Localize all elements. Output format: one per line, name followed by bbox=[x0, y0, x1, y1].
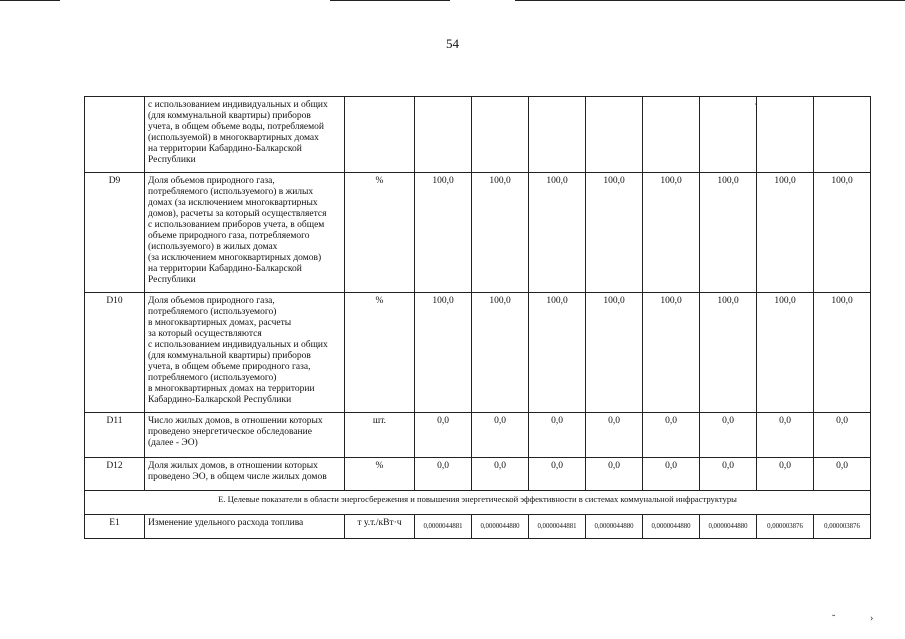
value-cell: 100,0 bbox=[415, 293, 472, 413]
value-cell: 0,0000044881 bbox=[529, 515, 586, 539]
table-row bbox=[85, 413, 871, 458]
scan-speck: ˘ bbox=[832, 614, 836, 625]
row-name: с использованием индивидуальных и общих (для коммунальной квартиры) приборов учета, в общем объеме воды, потребляемой (используемой) в многоквартирных домах на территории Кабардино-Балкарской Республики bbox=[145, 97, 345, 173]
scan-speck: · bbox=[754, 100, 757, 109]
row-unit bbox=[345, 97, 415, 173]
row-name: Доля жилых домов, в отношении которых проведено ЭО, в общем числе жилых домов bbox=[145, 458, 345, 491]
value-cell: 0,0000044880 bbox=[472, 515, 529, 539]
value-cell: 0,0 bbox=[529, 413, 586, 458]
value-cell bbox=[472, 97, 529, 173]
row-name: Число жилых домов, в отношении которых проведено энергетическое обследование (далее - ЭО) bbox=[145, 413, 345, 458]
row-code bbox=[85, 97, 145, 173]
value-cell: 0,0 bbox=[700, 458, 757, 491]
value-cell: 0,0 bbox=[472, 413, 529, 458]
row-unit: % bbox=[345, 293, 415, 413]
page-number: 54 bbox=[446, 36, 459, 51]
row-name: Изменение удельного расхода топлива bbox=[145, 515, 345, 539]
value-cell bbox=[586, 97, 643, 173]
value-cell: 100,0 bbox=[814, 293, 871, 413]
value-cell: 0,0 bbox=[814, 458, 871, 491]
row-code: Е1 bbox=[85, 515, 145, 539]
section-header-row bbox=[85, 491, 871, 515]
value-cell: 0,0000044880 bbox=[643, 515, 700, 539]
value-cell bbox=[814, 97, 871, 173]
row-code: D10 bbox=[85, 293, 145, 413]
top-rule-left bbox=[0, 0, 60, 1]
row-code: D9 bbox=[85, 173, 145, 293]
row-unit: т у.т./кВт·ч bbox=[345, 515, 415, 539]
value-cell bbox=[643, 97, 700, 173]
value-cell: 100,0 bbox=[529, 293, 586, 413]
value-cell: 100,0 bbox=[586, 293, 643, 413]
table-row bbox=[85, 293, 871, 413]
value-cell: 100,0 bbox=[472, 173, 529, 293]
row-unit: % bbox=[345, 173, 415, 293]
table-row bbox=[85, 173, 871, 293]
value-cell: 100,0 bbox=[529, 173, 586, 293]
value-cell: 100,0 bbox=[700, 293, 757, 413]
row-name: Доля объемов природного газа, потребляемого (используемого) в жилых домах (за исключением многоквартирных домов), расчеты за который осуществляется с использованием приборов учета, в общем объеме природного газа, потребляемого (используемого) в жилых домах (за исключением многоквартирных домов) на территории Кабардино-Балкарской Республики bbox=[145, 173, 345, 293]
value-cell: 0,0000044880 bbox=[586, 515, 643, 539]
value-cell: 100,0 bbox=[757, 293, 814, 413]
value-cell bbox=[757, 97, 814, 173]
row-unit: шт. bbox=[345, 413, 415, 458]
value-cell: 0,0 bbox=[757, 413, 814, 458]
scan-speck: › bbox=[870, 613, 874, 624]
value-cell: 0,0 bbox=[415, 413, 472, 458]
value-cell: 0,000003876 bbox=[814, 515, 871, 539]
table-row bbox=[85, 97, 871, 173]
value-cell: 0,0 bbox=[529, 458, 586, 491]
value-cell: 100,0 bbox=[643, 293, 700, 413]
value-cell: 0,0000044880 bbox=[700, 515, 757, 539]
value-cell bbox=[529, 97, 586, 173]
row-code: D11 bbox=[85, 413, 145, 458]
value-cell: 100,0 bbox=[700, 173, 757, 293]
value-cell: 0,0 bbox=[586, 458, 643, 491]
value-cell: 100,0 bbox=[643, 173, 700, 293]
row-unit: % bbox=[345, 458, 415, 491]
value-cell: 100,0 bbox=[415, 173, 472, 293]
value-cell: 0,0 bbox=[700, 413, 757, 458]
value-cell bbox=[415, 97, 472, 173]
value-cell: 100,0 bbox=[757, 173, 814, 293]
value-cell: 0,0000044881 bbox=[415, 515, 472, 539]
value-cell: 0,0 bbox=[757, 458, 814, 491]
section-e-title: Е. Целевые показатели в области энергосбережения и повышения энергетической эффективности в системах коммунальной инфраструктуры bbox=[85, 491, 871, 515]
value-cell: 0,0 bbox=[643, 413, 700, 458]
table-row bbox=[85, 458, 871, 491]
indicators-table bbox=[84, 96, 871, 539]
table-row bbox=[85, 515, 871, 539]
row-name: Доля объемов природного газа, потребляемого (используемого) в многоквартирных домах, расчеты за который осуществляются с использованием индивидуальных и общих (для коммунальной квартиры) приборов учета, в общем объеме природного газа, потребляемого (используемого) в многоквартирных домах на территории Кабардино-Балкарской Республики bbox=[145, 293, 345, 413]
value-cell: 0,0 bbox=[472, 458, 529, 491]
row-code: D12 bbox=[85, 458, 145, 491]
value-cell: 100,0 bbox=[814, 173, 871, 293]
value-cell: 0,000003876 bbox=[757, 515, 814, 539]
top-rule-middle bbox=[330, 0, 450, 1]
value-cell: 0,0 bbox=[586, 413, 643, 458]
value-cell: 100,0 bbox=[472, 293, 529, 413]
value-cell: 0,0 bbox=[814, 413, 871, 458]
value-cell bbox=[700, 97, 757, 173]
top-rule-right bbox=[515, 0, 905, 1]
value-cell: 100,0 bbox=[586, 173, 643, 293]
value-cell: 0,0 bbox=[643, 458, 700, 491]
value-cell: 0,0 bbox=[415, 458, 472, 491]
